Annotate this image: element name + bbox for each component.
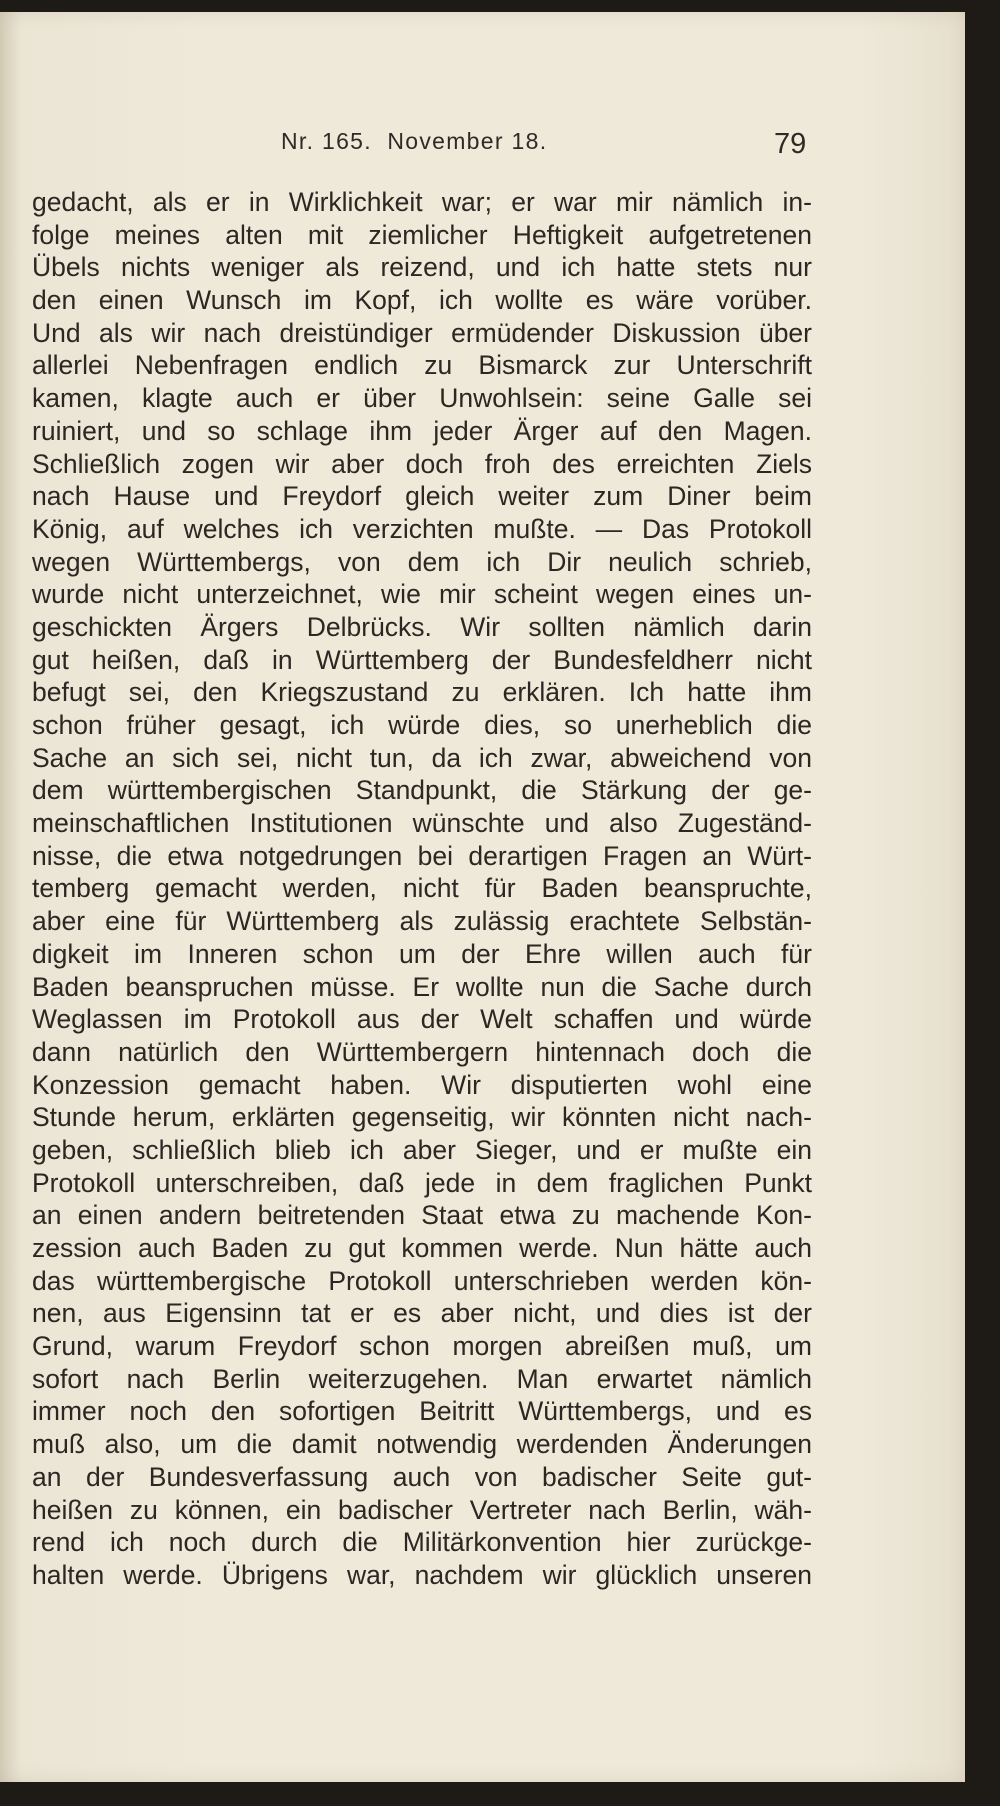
text-line: schon früher gesagt, ich würde dies, so unerheblich die (32, 710, 812, 740)
text-line: kamen, klagte auch er über Unwohlsein: seine Galle sei (32, 383, 812, 414)
text-line: das württembergische Protokoll unterschrieben werden kön- (32, 1265, 812, 1296)
text-line: allerlei Nebenfragen endlich zu Bismarck zur Unterschrift (32, 350, 812, 381)
text-line: geben, schließlich blieb ich aber Sieger, und er mußte ein (32, 1134, 812, 1165)
text-line: König, auf welches ich verzichten mußte. — Das Protokoll (32, 513, 812, 544)
text-line: heißen zu können, ein badischer Vertreter nach Berlin, wäh- (32, 1494, 812, 1525)
text-line: wurde nicht unterzeichnet, wie mir scheint wegen eines un- (32, 579, 812, 610)
text-line: gut heißen, daß in Württemberg der Bundesfeldherr nicht (32, 644, 812, 675)
text-line: muß also, um die damit notwendig werdenden Änderungen (32, 1429, 812, 1460)
text-line: rend ich noch durch die Militärkonvention hier zurückge- (32, 1527, 812, 1558)
text-line: digkeit im Inneren schon um der Ehre willen auch für (32, 938, 812, 969)
running-head-text: Nr. 165. November 18. (281, 128, 548, 154)
text-line: aber eine für Württemberg als zulässig erachtete Selbstän- (32, 906, 812, 937)
text-line: gedacht, als er in Wirklichkeit war; er war mir nämlich in- (32, 187, 812, 217)
text-line: temberg gemacht werden, nicht für Baden beanspruchte, (32, 873, 812, 904)
text-line: Weglassen im Protokoll aus der Welt schaffen und würde (32, 1004, 812, 1035)
text-line: Grund, warum Freydorf schon morgen abreißen muß, um (32, 1331, 812, 1362)
text-line: folge meines alten mit ziemlicher Heftigkeit aufgetretenen (32, 219, 812, 250)
text-line: Übels nichts weniger als reizend, und ich hatte stets nur (32, 252, 812, 283)
paper-page (0, 12, 965, 1782)
text-line: ruiniert, und so schlage ihm jeder Ärger auf den Magen. (32, 415, 812, 446)
text-line: an der Bundesverfassung auch von badischer Seite gut- (32, 1461, 812, 1492)
text-line: dem württembergischen Standpunkt, die Stärkung der ge- (32, 775, 812, 806)
text-line: Protokoll unterschreiben, daß jede in dem fraglichen Punkt (32, 1167, 812, 1198)
text-line: nisse, die etwa notgedrungen bei derartigen Fragen an Würt- (32, 840, 812, 871)
text-line: Schließlich zogen wir aber doch froh des erreichten Ziels (32, 448, 812, 479)
text-line: nen, aus Eigensinn tat er es aber nicht, und dies ist der (32, 1298, 812, 1329)
text-line: befugt sei, den Kriegszustand zu erklären. Ich hatte ihm (32, 677, 812, 708)
running-head (0, 118, 965, 158)
text-line: Und als wir nach dreistündiger ermüdender Diskussion über (32, 317, 812, 348)
text-line: sofort nach Berlin weiterzugehen. Man erwartet nämlich (32, 1363, 812, 1394)
text-line: immer noch den sofortigen Beitritt Württembergs, und es (32, 1396, 812, 1427)
page-number: 79 (774, 128, 807, 160)
text-line: wegen Württembergs, von dem ich Dir neulich schrieb, (32, 546, 812, 577)
text-line: zession auch Baden zu gut kommen werde. Nun hätte auch (32, 1233, 812, 1263)
text-line: Stunde herum, erklärten gegenseitig, wir könnten nicht nach- (32, 1102, 812, 1133)
text-line: halten werde. Übrigens war, nachdem wir glücklich unseren (32, 1559, 812, 1590)
body-text (32, 186, 812, 1592)
text-line: Sache an sich sei, nicht tun, da ich zwar, abweichend von (32, 742, 812, 773)
text-line: Konzession gemacht haben. Wir disputierten wohl eine (32, 1069, 812, 1100)
text-line: an einen andern beitretenden Staat etwa zu machende Kon- (32, 1200, 812, 1231)
text-line: dann natürlich den Württembergern hintennach doch die (32, 1036, 812, 1067)
text-line: nach Hause und Freydorf gleich weiter zum Diner beim (32, 481, 812, 512)
text-line: Baden beanspruchen müsse. Er wollte nun die Sache durch (32, 971, 812, 1002)
text-line: den einen Wunsch im Kopf, ich wollte es wäre vorüber. (32, 285, 812, 316)
text-line: meinschaftlichen Institutionen wünschte und also Zugeständ- (32, 808, 812, 839)
text-line: geschickten Ärgers Delbrücks. Wir sollten nämlich darin (32, 611, 812, 642)
